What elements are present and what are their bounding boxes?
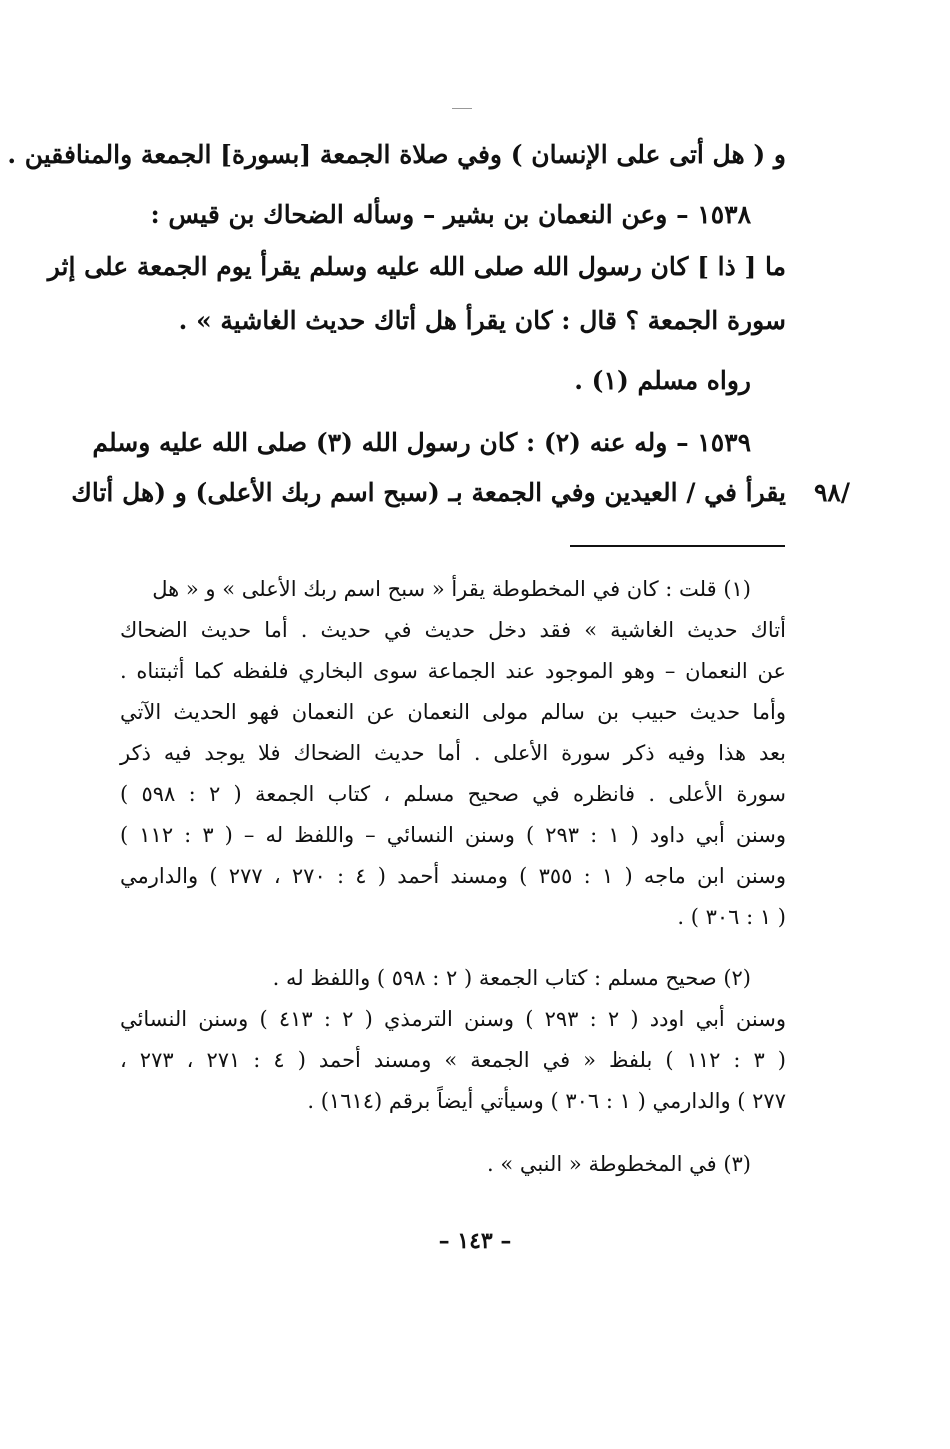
footnote-line: عن النعمان – وهو الموجود عند الجماعة سوى البخاري فلفظه كما أثبتناه . — [120, 659, 786, 683]
footnote-line: وسنن ابن ماجه ( ١ : ٣٥٥ ) ومسند أحمد ( ٤ : ٢٧٠ ، ٢٧٧ ) والدارمي — [120, 864, 786, 888]
footnote-line: سورة الأعلى . فانظره في صحيح مسلم ، كتاب الجمعة ( ٢ : ٥٩٨ ) — [120, 782, 786, 806]
main-line-1: و ( هل أتى على الإنسان ) وفي صلاة الجمعة [بسورة] الجمعة والمنافقين . — [7, 140, 786, 169]
footnote-line: وسنن أبي اودد ( ٢ : ٢٩٣ ) وسنن الترمذي ( ٢ : ٤١٣ ) وسنن النسائي — [120, 1007, 786, 1031]
main-line-5: رواه مسلم (١) . — [574, 366, 751, 395]
main-line-7: يقرأ في / العيدين وفي الجمعة بـ (سبح اسم ربك الأعلى) و (هل أتاك — [71, 478, 786, 507]
main-line-3: ما [ ذا ] كان رسول الله صلى الله عليه وسلم يقرأ يوم الجمعة على إثر — [47, 252, 786, 281]
footnote-line: ٢٧٧ ) والدارمي ( ١ : ٣٠٦ ) وسيأتي أيضاً برقم (١٦١٤) . — [307, 1089, 786, 1113]
footnotes — [47, 0, 787, 1200]
footnote-line: (٢) صحيح مسلم : كتاب الجمعة ( ٢ : ٥٩٨ ) واللفظ له . — [272, 966, 751, 990]
main-line-6: ١٥٣٩ – وله عنه (٢) : كان رسول الله (٣) صلى الله عليه وسلم — [92, 428, 751, 457]
footnote-line: أتاك حديث الغاشية » فقد دخل حديث في حديث . أما حديث الضحاك — [120, 618, 786, 642]
page-number: – ١٤٣ – — [438, 1228, 512, 1254]
footnote-line: ( ١ : ٣٠٦ ) . — [677, 905, 786, 929]
main-line-2: ١٥٣٨ – وعن النعمان بن بشير – وسأله الضحاك بن قيس : — [150, 200, 751, 229]
main-line-4: سورة الجمعة ؟ قال : كان يقرأ هل أتاك حديث الغاشية » . — [178, 306, 786, 335]
footnote-line: بعد هذا وفيه ذكر سورة الأعلى . أما حديث الضحاك فلا يوجد فيه ذكر — [120, 741, 786, 765]
footnote-line: وسنن أبي داود ( ١ : ٢٩٣ ) وسنن النسائي – واللفظ له – ( ٣ : ١١٢ ) — [120, 823, 786, 847]
footnote-line: ( ٣ : ١١٢ ) بلفظ « في الجمعة » ومسند أحمد ( ٤ : ٢٧١ ، ٢٧٣ ، — [120, 1048, 787, 1072]
footnote-line: (٣) في المخطوطة « النبي » . — [486, 1152, 751, 1176]
footnote-line: (١) قلت : كان في المخطوطة يقرأ « سبح اسم ربك الأعلى » و « هل — [152, 577, 751, 601]
manuscript-folio-marker: /٩٨ — [814, 478, 850, 507]
footnote-line: وأما حديث حبيب بن سالم مولى النعمان عن النعمان فهو الحديث الآتي — [120, 700, 786, 724]
